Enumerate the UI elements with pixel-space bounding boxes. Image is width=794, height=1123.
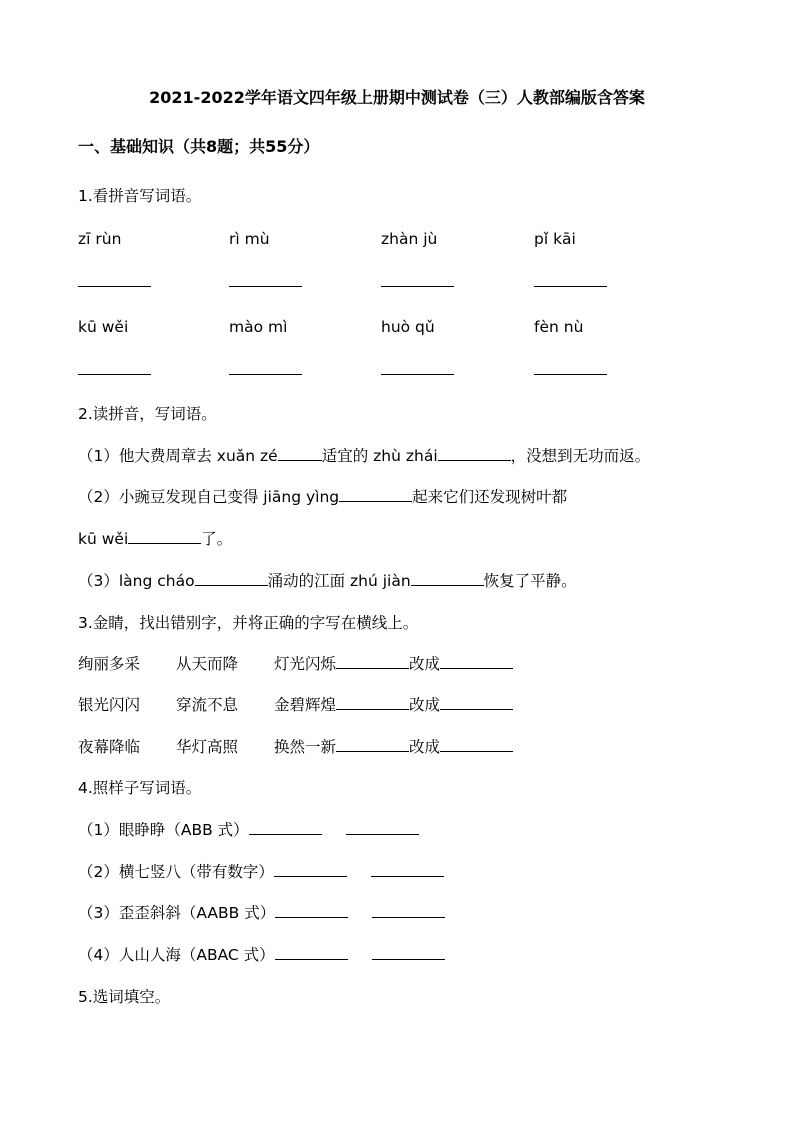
- word: 穿流不息: [176, 696, 239, 714]
- text-segment: （3）làng cháo: [78, 572, 195, 590]
- pinyin-1-1: zī rùn: [78, 230, 122, 248]
- answer-blank[interactable]: [275, 945, 348, 960]
- answer-blank[interactable]: [128, 529, 201, 544]
- text-segment: 了。: [201, 530, 233, 548]
- question-4-item: [78, 862, 444, 882]
- pinyin-1-2: rì mù: [229, 230, 270, 248]
- text-segment: （2）小豌豆发现自己变得 jiāng yìng: [78, 488, 340, 506]
- answer-blank[interactable]: [336, 737, 409, 752]
- change-to-label: 改成: [409, 655, 441, 673]
- text-segment: ，没想到无功而返。: [510, 447, 651, 465]
- pinyin-2-4: fèn nù: [534, 318, 584, 336]
- answer-blank[interactable]: [411, 571, 484, 586]
- text-segment: 涌动的江面 zhú jiàn: [267, 572, 411, 590]
- item-text: （2）横七竖八（带有数字）: [78, 863, 274, 881]
- question-3-row: [78, 737, 513, 757]
- text-segment: kū wěi: [78, 530, 129, 548]
- answer-blank[interactable]: [440, 695, 513, 710]
- answer-blank[interactable]: [78, 272, 151, 292]
- word: 灯光闪烁: [274, 655, 337, 673]
- answer-blank[interactable]: [440, 654, 513, 669]
- answer-blank[interactable]: [372, 903, 445, 918]
- change-to-label: 改成: [409, 738, 441, 756]
- question-2-heading: 2.读拼音，写词语。: [78, 405, 217, 423]
- text-segment: （1）他大费周章去 xuǎn zé: [78, 447, 278, 465]
- question-4-item: [78, 945, 445, 965]
- pinyin-1-3: zhàn jù: [381, 230, 438, 248]
- word: 从天而降: [176, 655, 239, 673]
- pinyin-2-3: huò qǔ: [381, 318, 435, 336]
- answer-blank[interactable]: [381, 360, 454, 380]
- answer-blank[interactable]: [229, 272, 302, 292]
- answer-blank[interactable]: [274, 862, 347, 877]
- pinyin-2-2: mào mì: [229, 318, 288, 336]
- question-2-sentence-2: [78, 487, 567, 507]
- question-3-row: [78, 654, 513, 674]
- answer-blank[interactable]: [278, 446, 322, 461]
- question-2-sentence-3: [78, 571, 577, 591]
- answer-blank[interactable]: [195, 571, 268, 586]
- answer-blank[interactable]: [346, 820, 419, 835]
- question-4-heading: 4.照样子写词语。: [78, 779, 202, 797]
- question-4-item: [78, 820, 419, 840]
- answer-blank[interactable]: [275, 903, 348, 918]
- answer-blank[interactable]: [249, 820, 322, 835]
- question-3-heading: 3.金睛，找出错别字，并将正确的字写在横线上。: [78, 614, 419, 632]
- change-to-label: 改成: [409, 696, 441, 714]
- section-heading-basic-knowledge: 一、基础知识（共8题；共55分）: [78, 137, 320, 156]
- pinyin-2-1: kū wěi: [78, 318, 129, 336]
- question-2-sentence-2-continued: [78, 529, 232, 549]
- word: 银光闪闪: [78, 696, 141, 714]
- answer-blank[interactable]: [534, 272, 607, 292]
- word: 金碧辉煌: [274, 696, 337, 714]
- question-1-heading: 1.看拼音写词语。: [78, 187, 202, 205]
- answer-blank[interactable]: [381, 272, 454, 292]
- answer-blank[interactable]: [229, 360, 302, 380]
- word: 换然一新: [274, 738, 337, 756]
- answer-blank[interactable]: [339, 487, 412, 502]
- word: 夜幕降临: [78, 738, 141, 756]
- question-4-item: [78, 903, 445, 923]
- answer-blank[interactable]: [336, 654, 409, 669]
- document-title: 2021-2022学年语文四年级上册期中测试卷（三）人教部编版含答案: [149, 88, 645, 107]
- question-5-heading: 5.选词填空。: [78, 988, 171, 1006]
- answer-blank[interactable]: [534, 360, 607, 380]
- word: 华灯高照: [176, 738, 239, 756]
- answer-blank[interactable]: [336, 695, 409, 710]
- text-segment: 恢复了平静。: [483, 572, 577, 590]
- text-segment: 适宜的 zhù zhái: [321, 447, 438, 465]
- text-segment: 起来它们还发现树叶都: [412, 488, 568, 506]
- answer-blank[interactable]: [372, 945, 445, 960]
- answer-blank[interactable]: [371, 862, 444, 877]
- answer-blank[interactable]: [440, 737, 513, 752]
- pinyin-1-4: pǐ kāi: [534, 230, 576, 248]
- item-text: （1）眼睁睁（ABB 式）: [78, 821, 249, 839]
- question-3-row: [78, 695, 513, 715]
- answer-blank[interactable]: [78, 360, 151, 380]
- answer-blank[interactable]: [438, 446, 511, 461]
- item-text: （3）歪歪斜斜（AABB 式）: [78, 904, 276, 922]
- item-text: （4）人山人海（ABAC 式）: [78, 946, 275, 964]
- question-2-sentence-1: [78, 446, 650, 466]
- word: 绚丽多采: [78, 655, 141, 673]
